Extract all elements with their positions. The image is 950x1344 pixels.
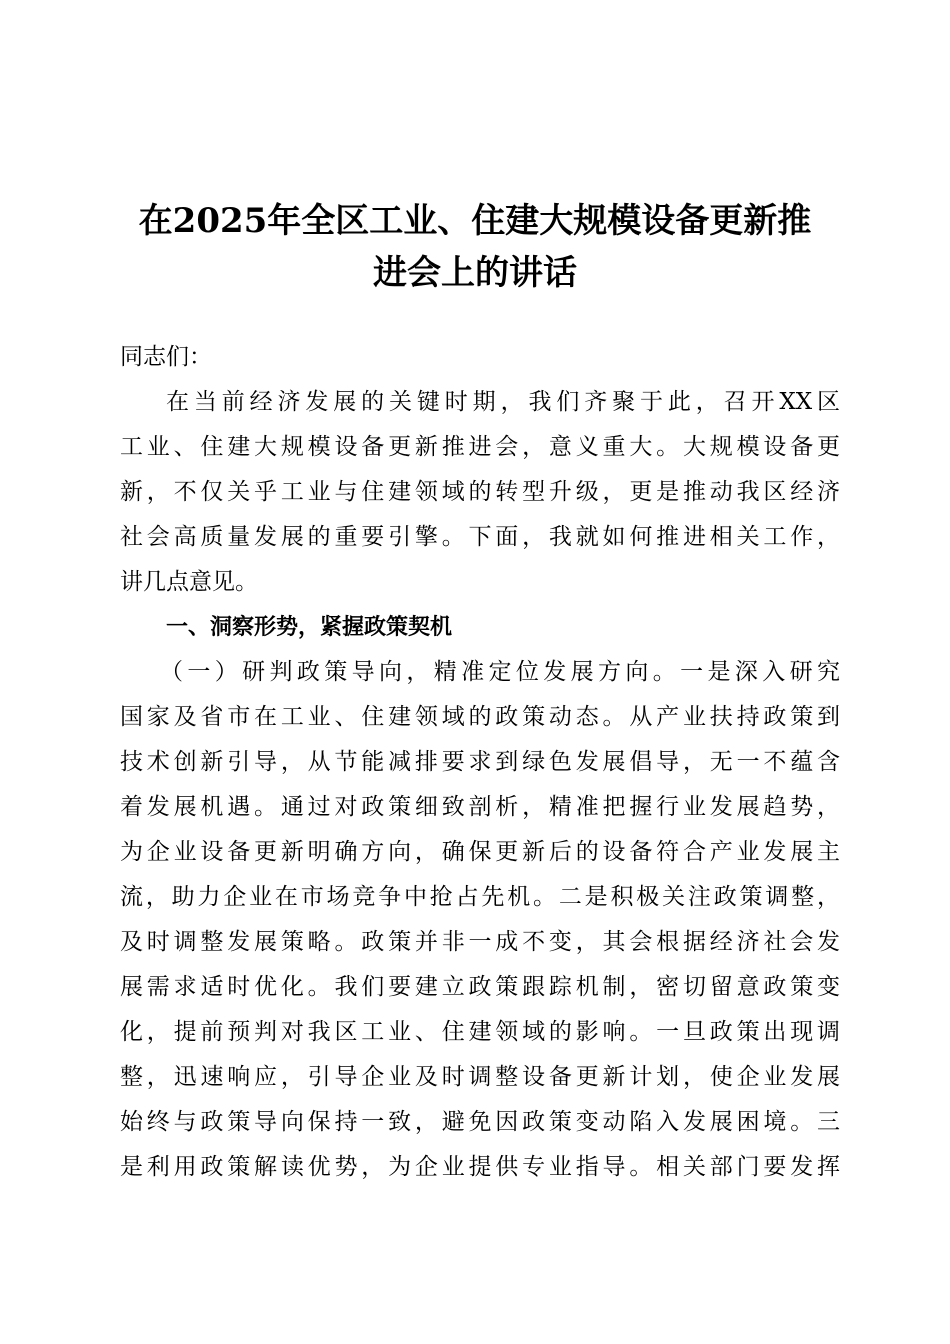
section-line: 技术创新引导，从节能减排要求到绿色发展倡导，无一不蕴含 xyxy=(120,749,840,775)
section-line: 展需求适时优化。我们要建立政策跟踪机制，密切留意政策变 xyxy=(120,974,840,1000)
salutation: 同志们： xyxy=(120,344,212,370)
document-title xyxy=(100,195,850,299)
section-line: 化，提前预判对我区工业、住建领域的影响。一旦政策出现调 xyxy=(120,1019,840,1045)
section-line: 整，迅速响应，引导企业及时调整设备更新计划，使企业发展 xyxy=(120,1064,840,1090)
title-line-1: 在2025年全区工业、住建大规模设备更新推 xyxy=(138,201,812,241)
intro-line: 新，不仅关乎工业与住建领域的转型升级，更是推动我区经济 xyxy=(120,479,840,505)
intro-line: 在当前经济发展的关键时期，我们齐聚于此，召开XX区 xyxy=(166,389,840,415)
section-heading: 一、洞察形势，紧握政策契机 xyxy=(166,615,453,640)
intro-line: 社会高质量发展的重要引擎。下面，我就如何推进相关工作， xyxy=(120,524,840,550)
section-line: 流，助力企业在市场竞争中抢占先机。二是积极关注政策调整， xyxy=(120,884,840,910)
section-line: 及时调整发展策略。政策并非一成不变，其会根据经济社会发 xyxy=(120,929,840,955)
intro-line: 讲几点意见。 xyxy=(120,569,258,595)
section-line: （一）研判政策导向，精准定位发展方向。一是深入研究 xyxy=(160,659,840,685)
intro-paragraph xyxy=(120,380,840,605)
section-line: 是利用政策解读优势，为企业提供专业指导。相关部门要发挥 xyxy=(120,1154,840,1180)
section-line: 国家及省市在工业、住建领域的政策动态。从产业扶持政策到 xyxy=(120,704,840,730)
section-line: 始终与政策导向保持一致，避免因政策变动陷入发展困境。三 xyxy=(120,1109,840,1135)
section-line: 为企业设备更新明确方向，确保更新后的设备符合产业发展主 xyxy=(120,839,840,865)
section-line: 着发展机遇。通过对政策细致剖析，精准把握行业发展趋势， xyxy=(120,794,840,820)
section-paragraph xyxy=(120,650,840,1190)
document-body xyxy=(120,335,840,1190)
title-line-2: 进会上的讲话 xyxy=(373,253,577,293)
intro-line: 工业、住建大规模设备更新推进会，意义重大。大规模设备更 xyxy=(120,434,840,460)
